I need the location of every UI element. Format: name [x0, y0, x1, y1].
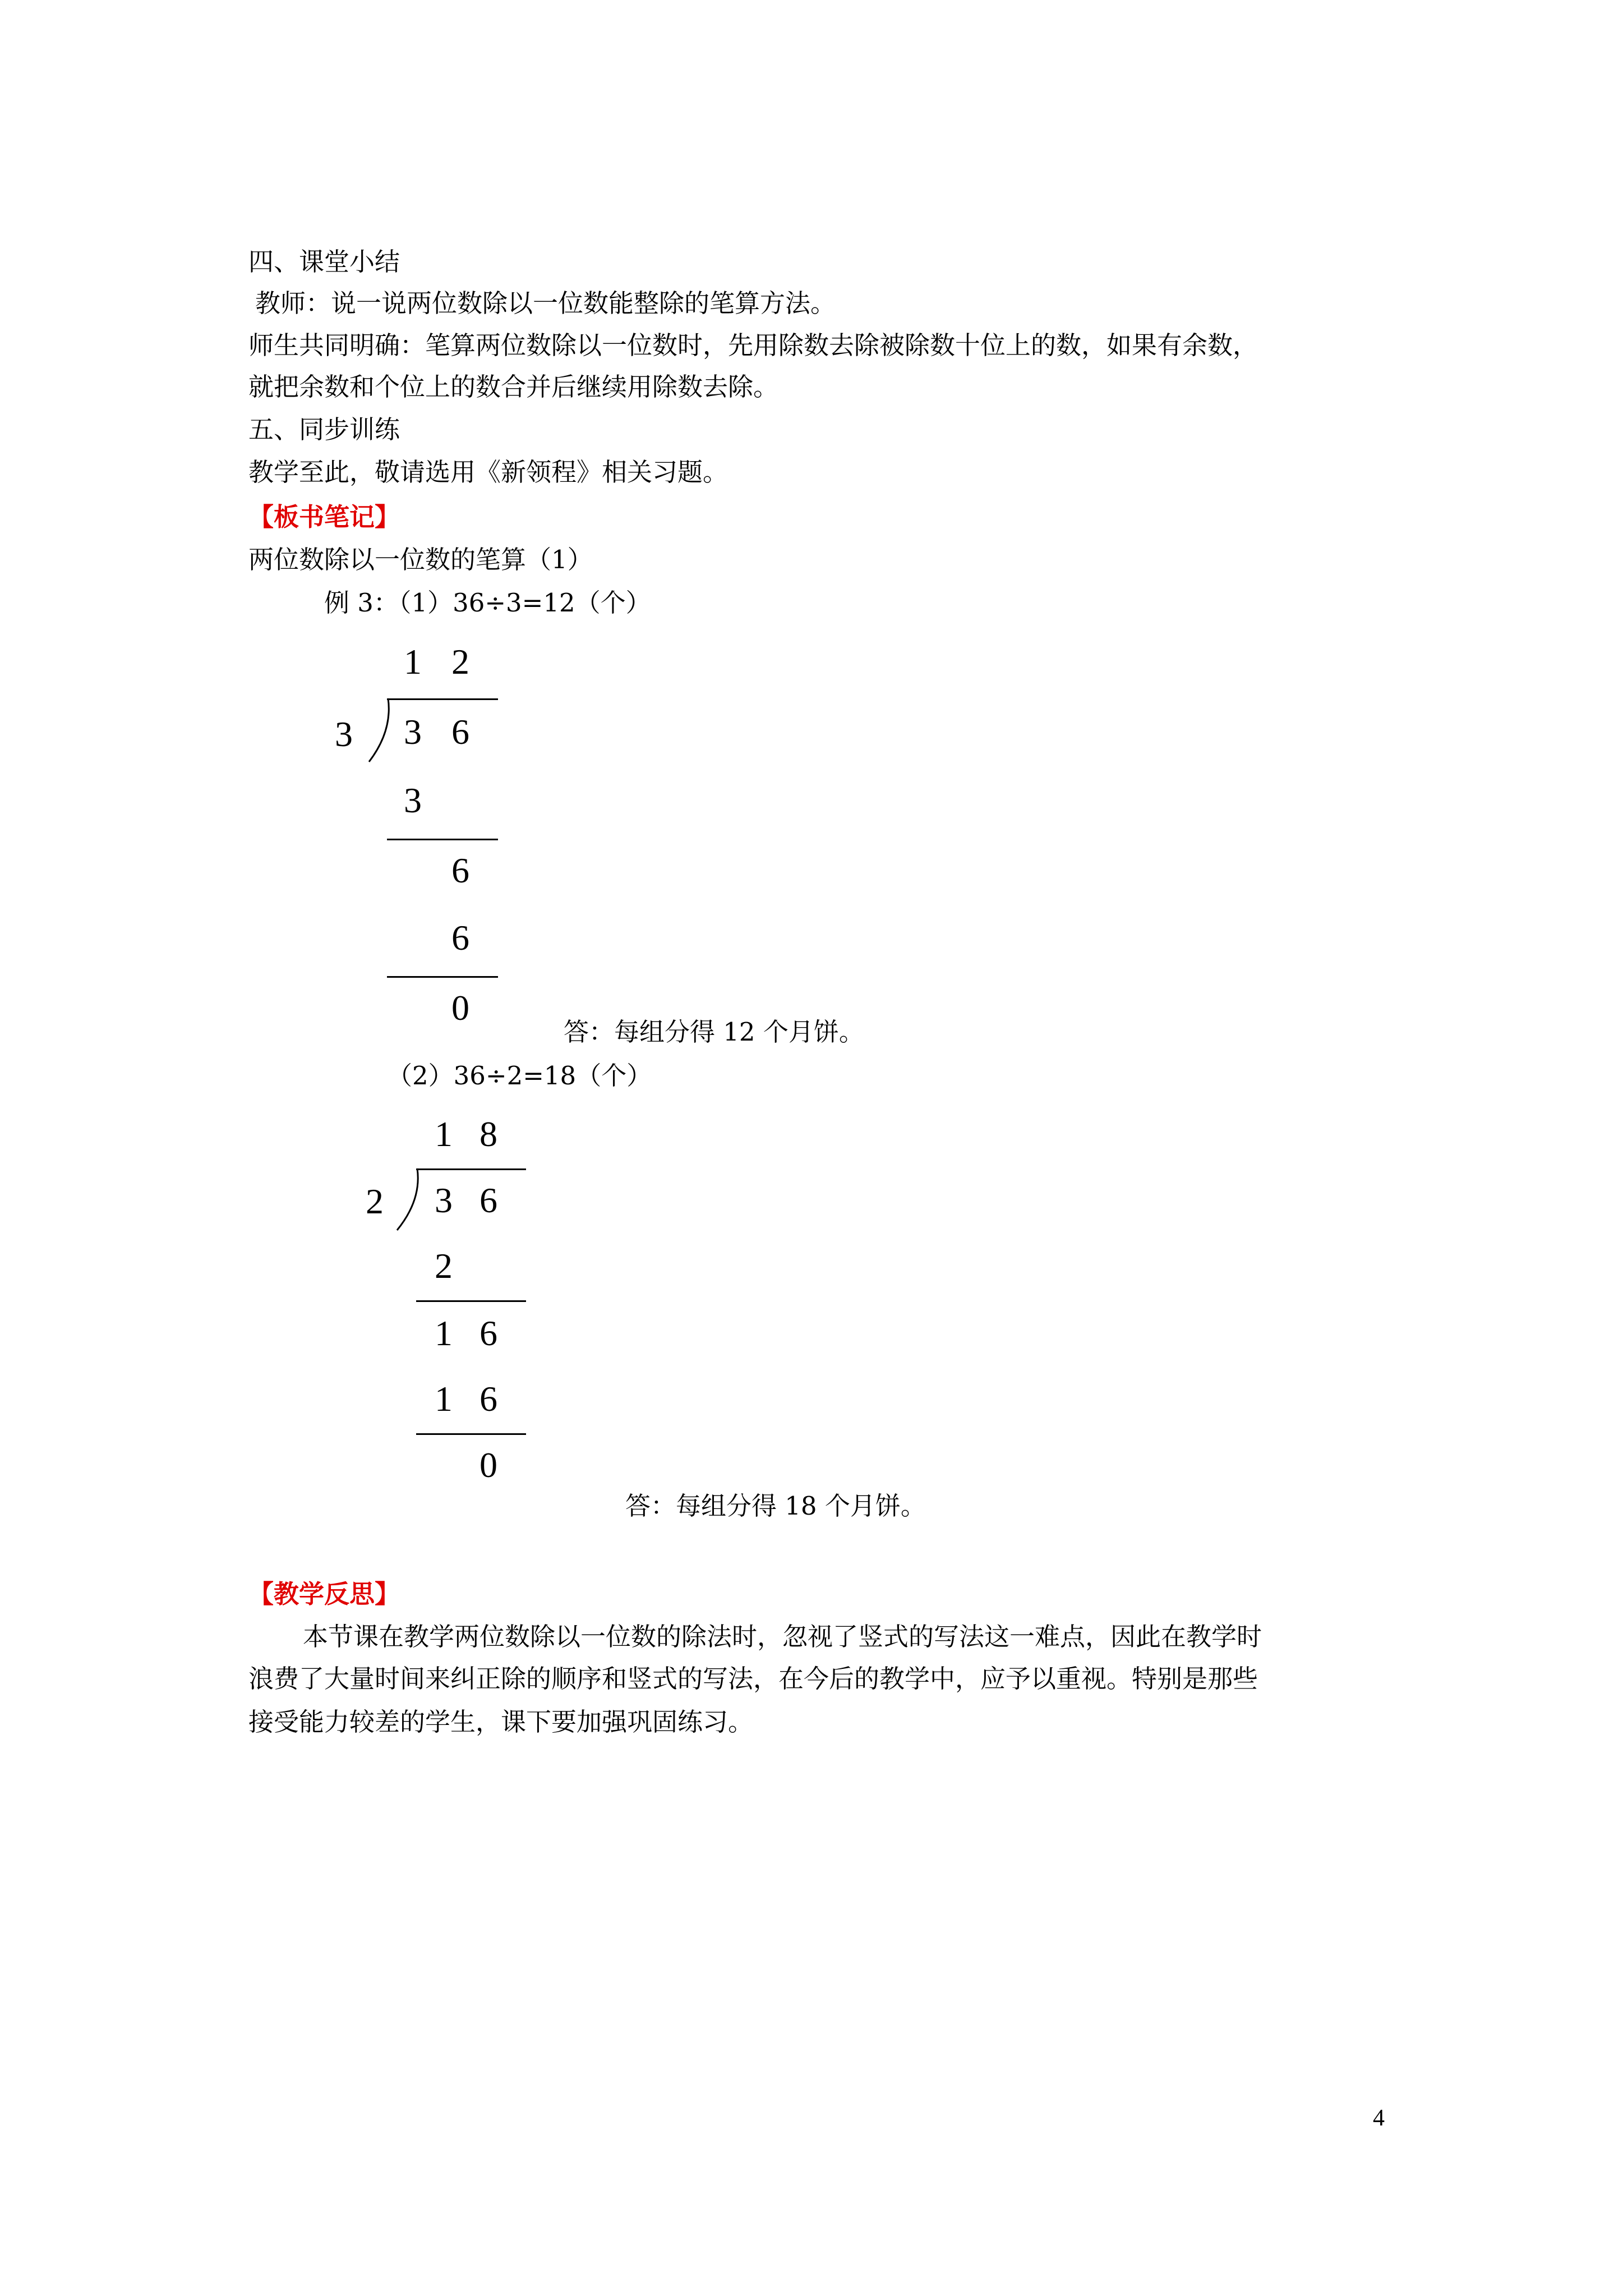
reflection-line-2: 浪费了大量时间来纠正除的顺序和竖式的写法，在今后的教学中，应予以重视。特别是那些 — [248, 1664, 1258, 1694]
division-bar — [416, 1168, 526, 1170]
reflection-line-3: 接受能力较差的学生，课下要加强巩固练习。 — [248, 1707, 754, 1737]
quotient-digit: 8 — [479, 1114, 497, 1154]
step-value: 6 — [479, 1313, 497, 1353]
page-number: 4 — [1373, 2105, 1385, 2131]
example2-answer: 答：每组分得 18 个月饼。 — [625, 1491, 926, 1521]
reflection-line-1: 本节课在教学两位数除以一位数的除法时，忽视了竖式的写法这一难点，因此在教学时 — [303, 1622, 1262, 1651]
step-value: 6 — [451, 918, 469, 958]
board-title: 两位数除以一位数的笔算（1） — [248, 545, 593, 574]
step-value: 3 — [404, 780, 422, 820]
division-bracket — [365, 697, 393, 763]
quotient-digit: 2 — [451, 642, 469, 682]
reflection-label: 【教学反思】 — [248, 1579, 400, 1609]
board-notes-label: 【板书笔记】 — [248, 502, 400, 532]
section4-heading: 四、课堂小结 — [248, 247, 400, 277]
subtraction-line — [416, 1433, 526, 1435]
section5-heading: 五、同步训练 — [248, 415, 400, 444]
step-value: 1 — [435, 1313, 453, 1353]
quotient-digit: 1 — [404, 642, 422, 682]
section5-text: 教学至此，敬请选用《新领程》相关习题。 — [248, 457, 728, 487]
summary-line-1: 师生共同明确：笔算两位数除以一位数时，先用除数去除被除数十位上的数，如果有余数， — [248, 330, 1258, 360]
dividend-digit: 3 — [435, 1180, 453, 1220]
example1-answer: 答：每组分得 12 个月饼。 — [564, 1017, 864, 1047]
dividend-digit: 6 — [451, 712, 469, 752]
subtraction-line — [416, 1300, 526, 1302]
dividend-digit: 3 — [404, 712, 422, 752]
remainder: 0 — [451, 988, 469, 1028]
quotient-digit: 1 — [435, 1114, 453, 1154]
subtraction-line — [387, 839, 498, 840]
divisor: 2 — [366, 1181, 384, 1221]
summary-line-2: 就把余数和个位上的数合并后继续用除数去除。 — [248, 372, 779, 402]
step-value: 1 — [435, 1379, 453, 1419]
division-bracket — [393, 1167, 421, 1232]
step-value: 2 — [435, 1246, 453, 1286]
dividend-digit: 6 — [479, 1180, 497, 1220]
step-value: 6 — [451, 850, 469, 890]
step-value: 6 — [479, 1379, 497, 1419]
subtraction-line — [387, 976, 498, 978]
remainder: 0 — [479, 1445, 497, 1485]
teacher-prompt: 教师：说一说两位数除以一位数能整除的笔算方法。 — [255, 288, 836, 318]
example1-equation: 例 3：（1）36÷3=12（个） — [324, 588, 651, 618]
division-bar — [387, 698, 498, 700]
example2-equation: （2）36÷2=18（个） — [387, 1061, 652, 1091]
divisor: 3 — [335, 714, 353, 754]
